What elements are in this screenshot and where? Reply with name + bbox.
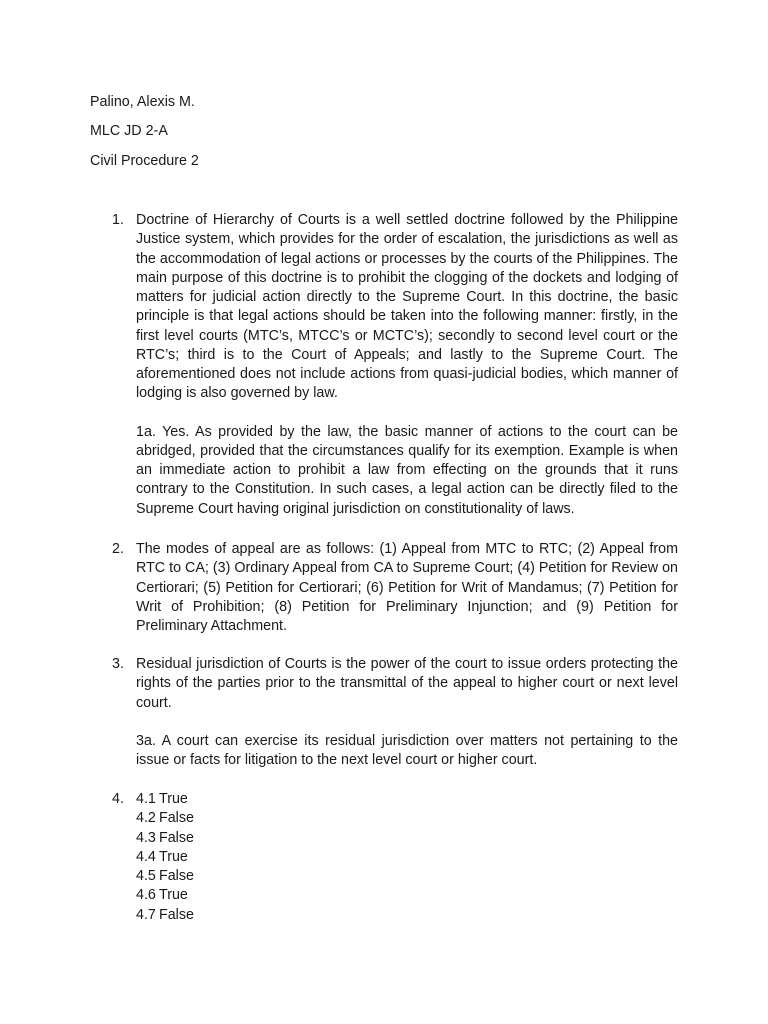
answer-value: False — [159, 810, 194, 827]
list-item-3 — [112, 655, 678, 770]
answer-row — [136, 886, 678, 905]
list-item-1 — [112, 211, 678, 519]
answer-value: False — [159, 829, 194, 846]
item-text: Doctrine of Hierarchy of Courts is a well settled doctrine followed by the Philippine Justice system, which provides for the order of escalation, the jurisdictions as well as the accommodation of legal actions or processes by the courts of the Philippines. The main purpose of this doctrine is to prohibit the clogging of the dockets and lodging of matters for judicial action directly to the Supreme Court. In this doctrine, the basic principle is that legal actions should be taken into the following manner: firstly, in the first level courts (MTC’s, MTCC’s or MCTC’s); secondly to second level court or the RTC’s; third is to the Court of Appeals; and lastly to the Supreme Court. The aforementioned does not include actions from quasi-judicial bodies, which manner of lodging is also governed by law. — [136, 212, 678, 402]
true-false-answers — [136, 790, 678, 925]
answer-row — [136, 848, 678, 867]
answer-row — [136, 867, 678, 886]
answer-label: 4.5 — [136, 868, 156, 884]
answer-label: 4.1 — [136, 791, 156, 807]
list-item-2 — [112, 540, 678, 636]
item-subanswer: 3a. A court can exercise its residual jurisdiction over matters not pertaining to the issue or facts for litigation to the next level court or higher court. — [136, 732, 678, 768]
answer-label: 4.3 — [136, 829, 156, 846]
answer-list-4 — [112, 790, 678, 925]
answer-list-3 — [112, 655, 678, 770]
answer-row — [136, 809, 678, 828]
answer-value: True — [159, 791, 188, 807]
answer-value: False — [159, 868, 194, 884]
item-number: 2. — [112, 541, 124, 557]
answer-row — [136, 790, 678, 809]
student-section: MLC JD 2-A — [90, 123, 168, 139]
item-subanswer: 1a. Yes. As provided by the law, the basic manner of actions to the court can be abridged, provided that the circumstances qualify for its exemption. Example is when an immediate action to prohibit a law from effecting on the grounds that it runs contrary to the Constitution. In such cases, a legal action can be directly filed to the Supreme Court having original jurisdiction on constitutionality of laws. — [136, 423, 678, 517]
item-text: Residual jurisdiction of Courts is the power of the court to issue orders protecting the rights of the parties prior to the transmittal of the appeal to higher court or next level court. — [136, 656, 678, 711]
list-item-4 — [112, 790, 678, 925]
answer-label: 4.2 — [136, 810, 156, 827]
item-text: The modes of appeal are as follows: (1) Appeal from MTC to RTC; (2) Appeal from RTC to CA; (3) Ordinary Appeal from CA to Supreme Court; (4) Petition for Review on Certiorari; (5) Petition for Certiorari; (6) Petition for Writ of Mandamus; (7) Petition for Writ of Prohibition; (8) Petition for Preliminary Injunction; and (9) Petition for Preliminary Attachment. — [136, 541, 678, 634]
answer-label: 4.7 — [136, 906, 156, 923]
answer-list-2 — [112, 540, 678, 636]
item-number: 4. — [112, 791, 124, 807]
answer-label: 4.6 — [136, 887, 156, 904]
answer-value: False — [159, 906, 194, 923]
answer-value: True — [159, 848, 188, 865]
item-number: 3. — [112, 656, 124, 672]
answer-row — [136, 829, 678, 848]
answer-value: True — [159, 887, 188, 904]
student-name: Palino, Alexis M. — [90, 94, 195, 110]
item-number: 1. — [112, 212, 124, 228]
answer-list — [112, 211, 678, 519]
answer-row — [136, 906, 678, 925]
course-title: Civil Procedure 2 — [90, 153, 199, 169]
answer-label: 4.4 — [136, 848, 156, 865]
